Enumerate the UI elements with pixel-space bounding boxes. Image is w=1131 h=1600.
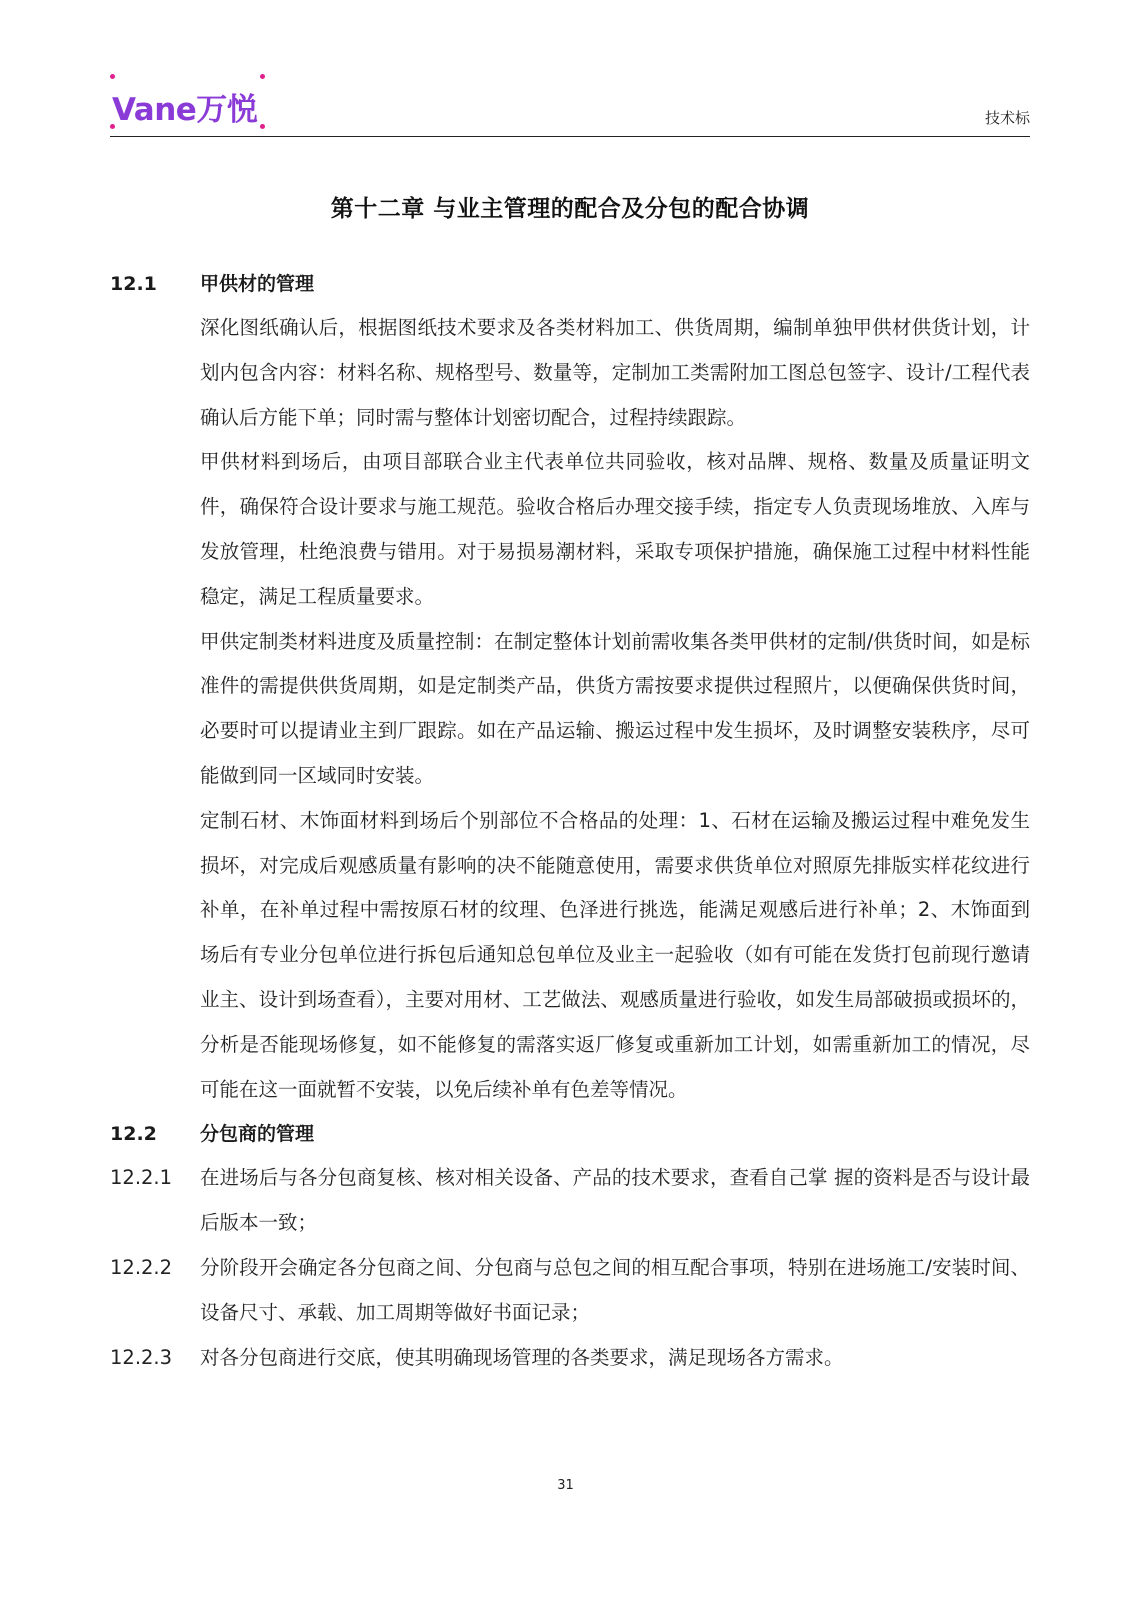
- page-header: [110, 70, 1030, 137]
- section-heading: [110, 262, 1030, 306]
- vane-logo: [110, 74, 280, 134]
- item-text: 在进场后与各分包商复核、核对相关设备、产品的技术要求，查看自己掌 握的资料是否与设计最后版本一致；: [200, 1166, 1030, 1235]
- section-title: 分包商的管理: [200, 1123, 315, 1146]
- document-body: [110, 262, 1030, 1380]
- section-heading: [110, 1112, 1030, 1156]
- item-text: 对各分包商进行交底，使其明确现场管理的各类要求，满足现场各方需求。: [200, 1345, 844, 1369]
- item-number: 12.2.3: [110, 1345, 173, 1369]
- page-number: 31: [557, 1478, 574, 1493]
- paragraph: 甲供材料到场后，由项目部联合业主代表单位共同验收，核对品牌、规格、数量及质量证明文件，确保符合设计要求与施工规范。验收合格后办理交接手续，指定专人负责现场堆放、入库与发放管理，杜绝浪费与错用。对于易损易潮材料，采取专项保护措施，确保施工过程中材料性能稳定，满足工程质量要求。: [200, 450, 1030, 608]
- section-number: 12.2: [110, 1123, 157, 1146]
- logo-dot-decoration: [260, 124, 265, 129]
- item-text: 分阶段开会确定各分包商之间、分包商与总包之间的相互配合事项，特别在进场施工/安装时间、设备尺寸、承载、加工周期等做好书面记录；: [200, 1255, 1030, 1324]
- logo-text: Vane万悦: [112, 92, 258, 128]
- list-item: [110, 1246, 1030, 1336]
- logo-dot-decoration: [260, 74, 265, 79]
- chapter-title: 第十二章 与业主管理的配合及分包的配合协调: [330, 196, 810, 222]
- paragraph: 深化图纸确认后，根据图纸技术要求及各类材料加工、供货周期，编制单独甲供材供货计划，计划内包含内容：材料名称、规格型号、数量等，定制加工类需附加工图总包签字、设计/工程代表确认后方能下单；同时需与整体计划密切配合，过程持续跟踪。: [200, 316, 1030, 429]
- item-number: 12.2.2: [110, 1255, 173, 1279]
- list-item: [110, 1336, 1030, 1381]
- paragraph: 甲供定制类材料进度及质量控制：在制定整体计划前需收集各类甲供材的定制/供货时间，如是标准件的需提供供货周期，如是定制类产品，供货方需按要求提供过程照片，以便确保供货时间，必要时可以提请业主到厂跟踪。如在产品运输、搬运过程中发生损坏，及时调整安装秩序，尽可能做到同一区域同时安装。: [200, 629, 1030, 787]
- section-title: 甲供材的管理: [200, 273, 315, 295]
- logo-dot-decoration: [110, 74, 115, 79]
- paragraph: 定制石材、木饰面材料到场后个别部位不合格品的处理：1、石材在运输及搬运过程中难免发生损坏，对完成后观感质量有影响的决不能随意使用，需要求供货单位对照原先排版实样花纹进行补单，在补单过程中需按原石材的纹理、色泽进行挑选，能满足观感后进行补单；2、木饰面到场后有专业分包单位进行拆包后通知总包单位及业主一起验收（如有可能在发货打包前现行邀请业主、设计到场查看），主要对用材、工艺做法、观感质量进行验收，如发生局部破损或损坏的，分析是否能现场修复，如不能修复的需落实返厂修复或重新加工计划，如需重新加工的情况，尽可能在这一面就暂不安装，以免后续补单有色差等情况。: [200, 808, 1030, 1101]
- section-number: 12.1: [110, 273, 157, 295]
- list-item: [110, 1156, 1030, 1246]
- item-number: 12.2.1: [110, 1166, 173, 1190]
- header-doc-type: 技术标: [984, 109, 1030, 127]
